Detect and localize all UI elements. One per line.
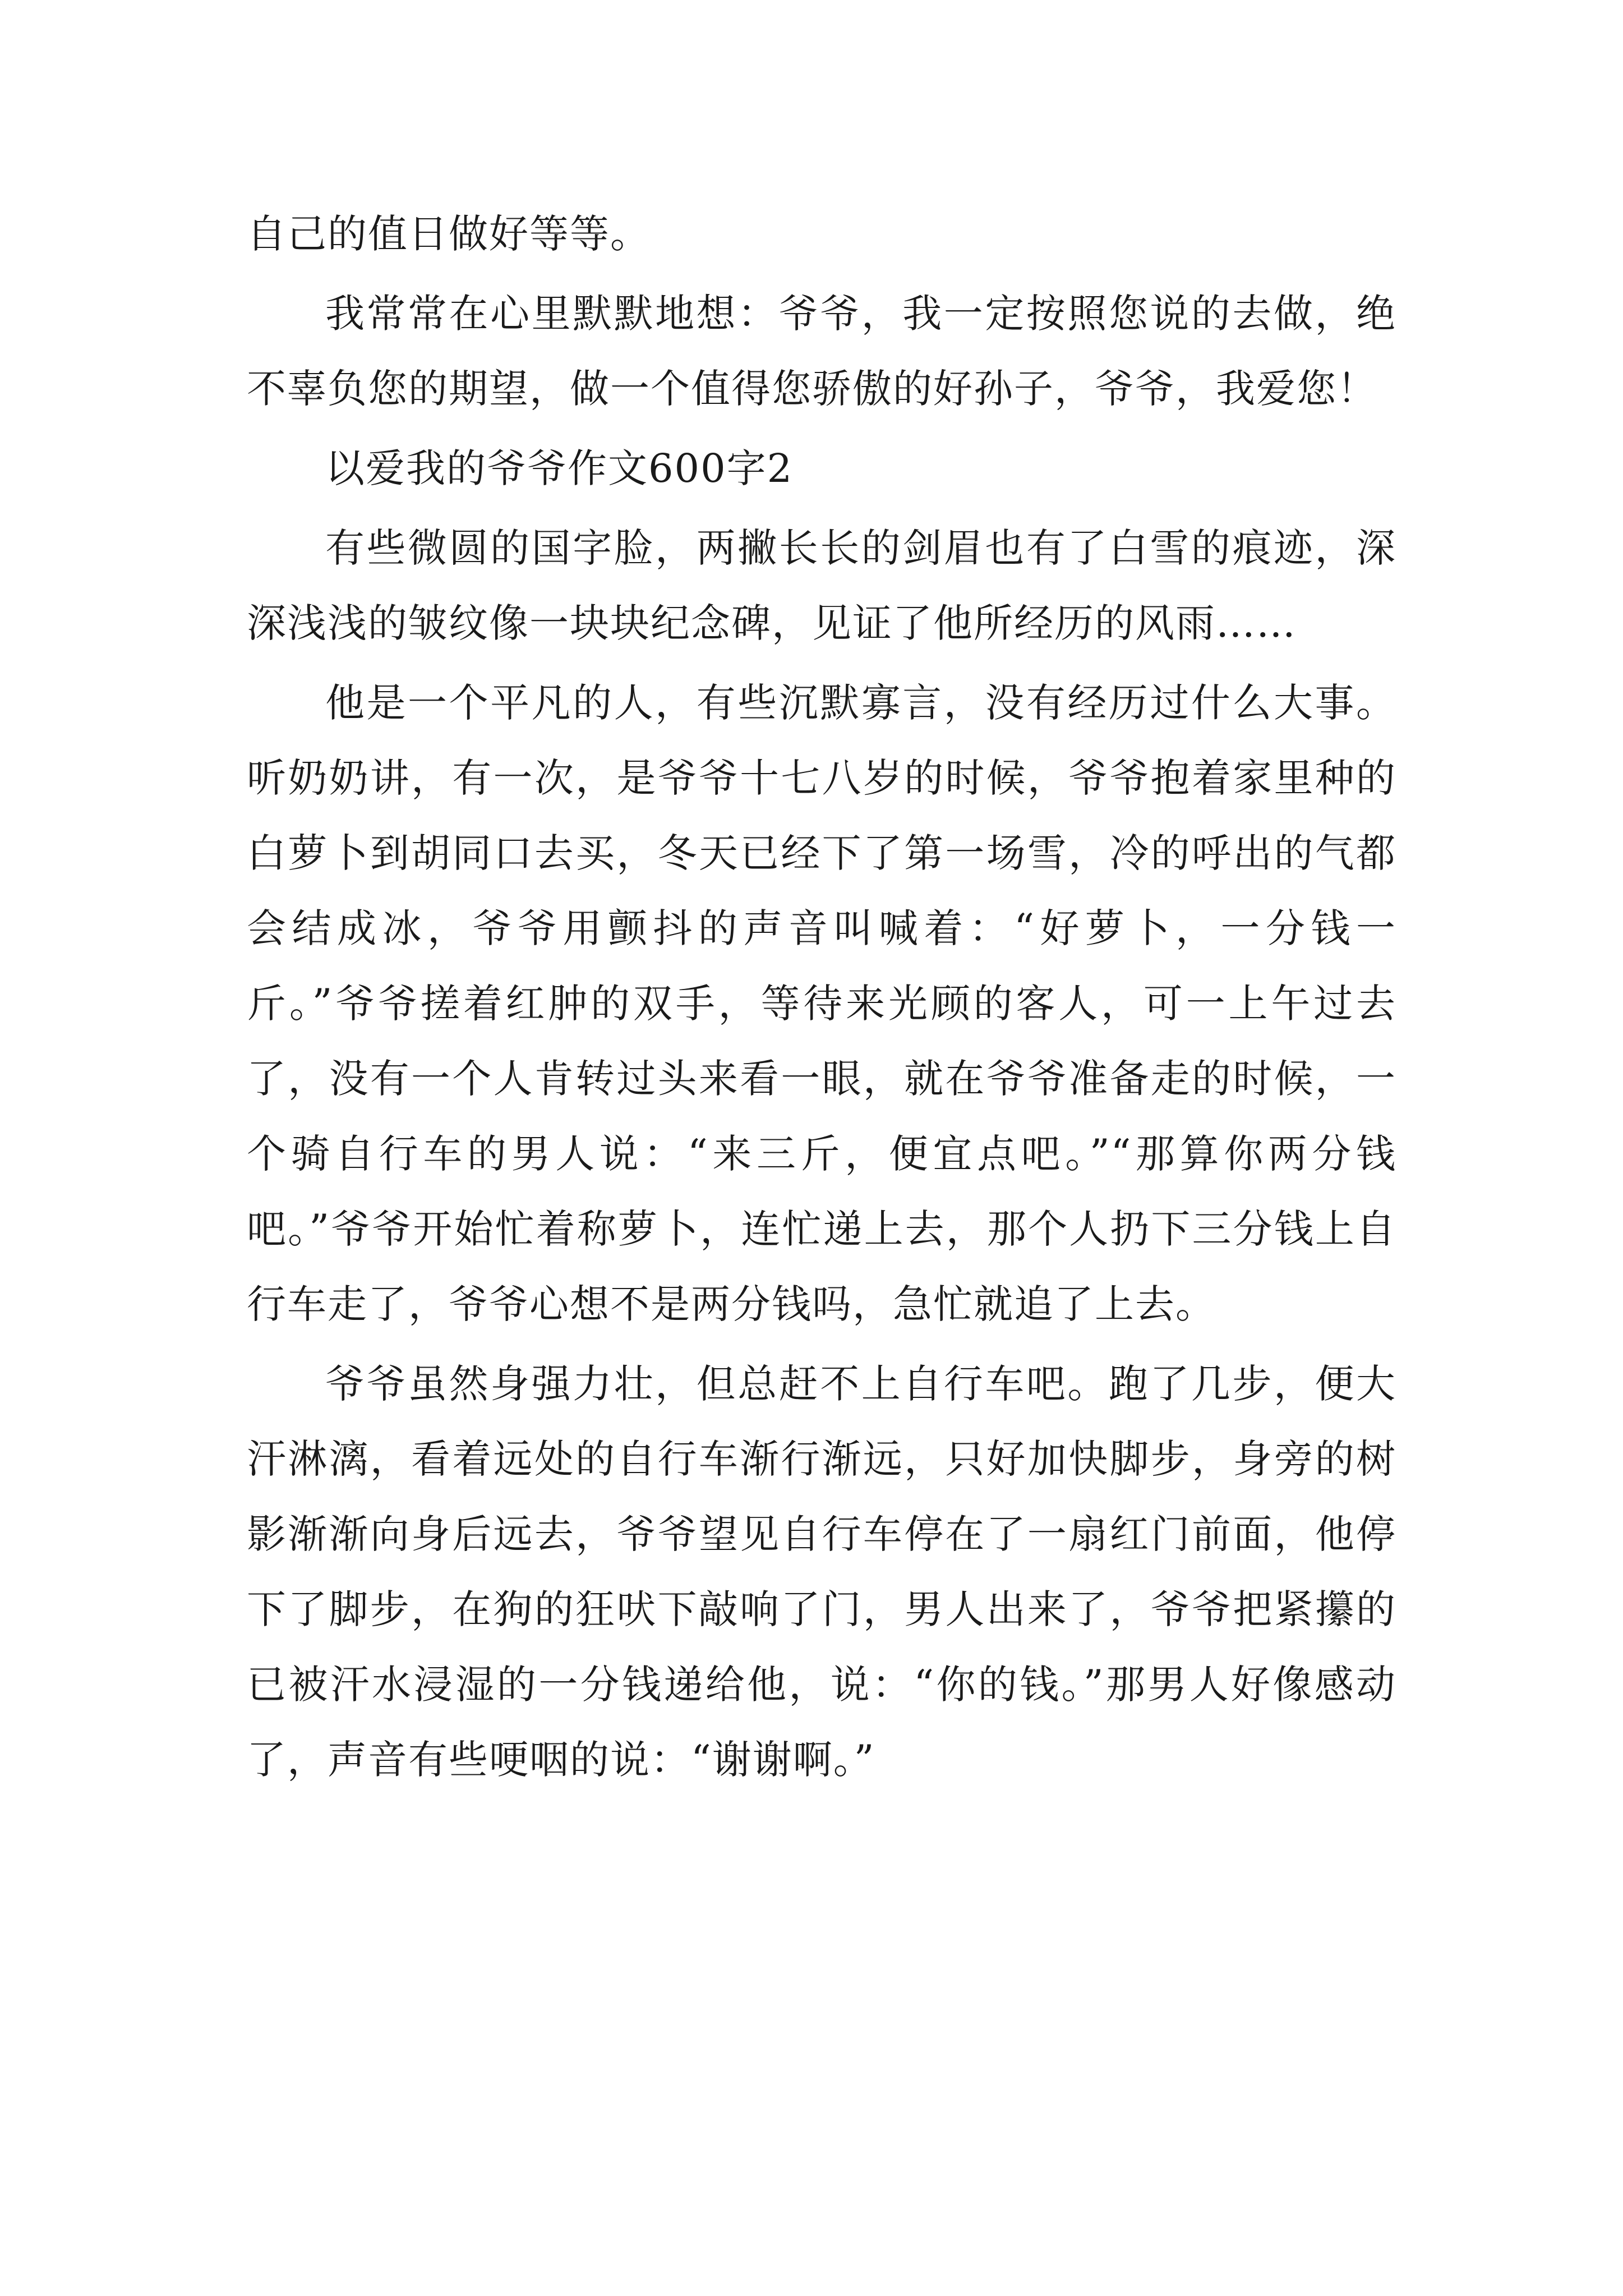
paragraph: 爷爷虽然身强力壮，但总赶不上自行车吧。跑了几步，便大汗淋漓，看着远处的自行车渐行渐远，只好加快脚步，身旁的树影渐渐向身后远去，爷爷望见自行车停在了一扇红门前面，他停下了脚步，在狗的狂吠下敲响了门，男人出来了，爷爷把紧攥的已被汗水浸湿的一分钱递给他，说：“你的钱。”那男人好像感动了，声音有些哽咽的说：“谢谢啊。” — [247, 1361, 1396, 1783]
paragraph: 有些微圆的国字脸，两撇长长的剑眉也有了白雪的痕迹，深深浅浅的皱纹像一块块纪念碑，见证了他所经历的风雨…… — [247, 525, 1396, 646]
paragraph: 他是一个平凡的人，有些沉默寡言，没有经历过什么大事。听奶奶讲，有一次，是爷爷十七八岁的时候，爷爷抱着家里种的白萝卜到胡同口去买，冬天已经下了第一场雪，冷的呼出的气都会结成冰，爷爷用颤抖的声音叫喊着：“好萝卜，一分钱一斤。”爷爷搓着红肿的双手，等待来光顾的客人，可一上午过去了，没有一个人肯转过头来看一眼，就在爷爷准备走的时候，一个骑自行车的男人说：“来三斤，便宜点吧。”“那算你两分钱吧。”爷爷开始忙着称萝卜，连忙递上去，那个人扔下三分钱上自行车走了，爷爷心想不是两分钱吗，急忙就追了上去。 — [247, 680, 1396, 1327]
section-heading: 以爱我的爷爷作文600字2 — [325, 445, 794, 491]
paragraph: 我常常在心里默默地想：爷爷，我一定按照您说的去做，绝不辜负您的期望，做一个值得您骄傲的好孙子，爷爷，我爱您！ — [247, 291, 1396, 412]
document-body — [247, 196, 1396, 1797]
paragraph-continuation: 自己的值日做好等等。 — [247, 211, 651, 257]
